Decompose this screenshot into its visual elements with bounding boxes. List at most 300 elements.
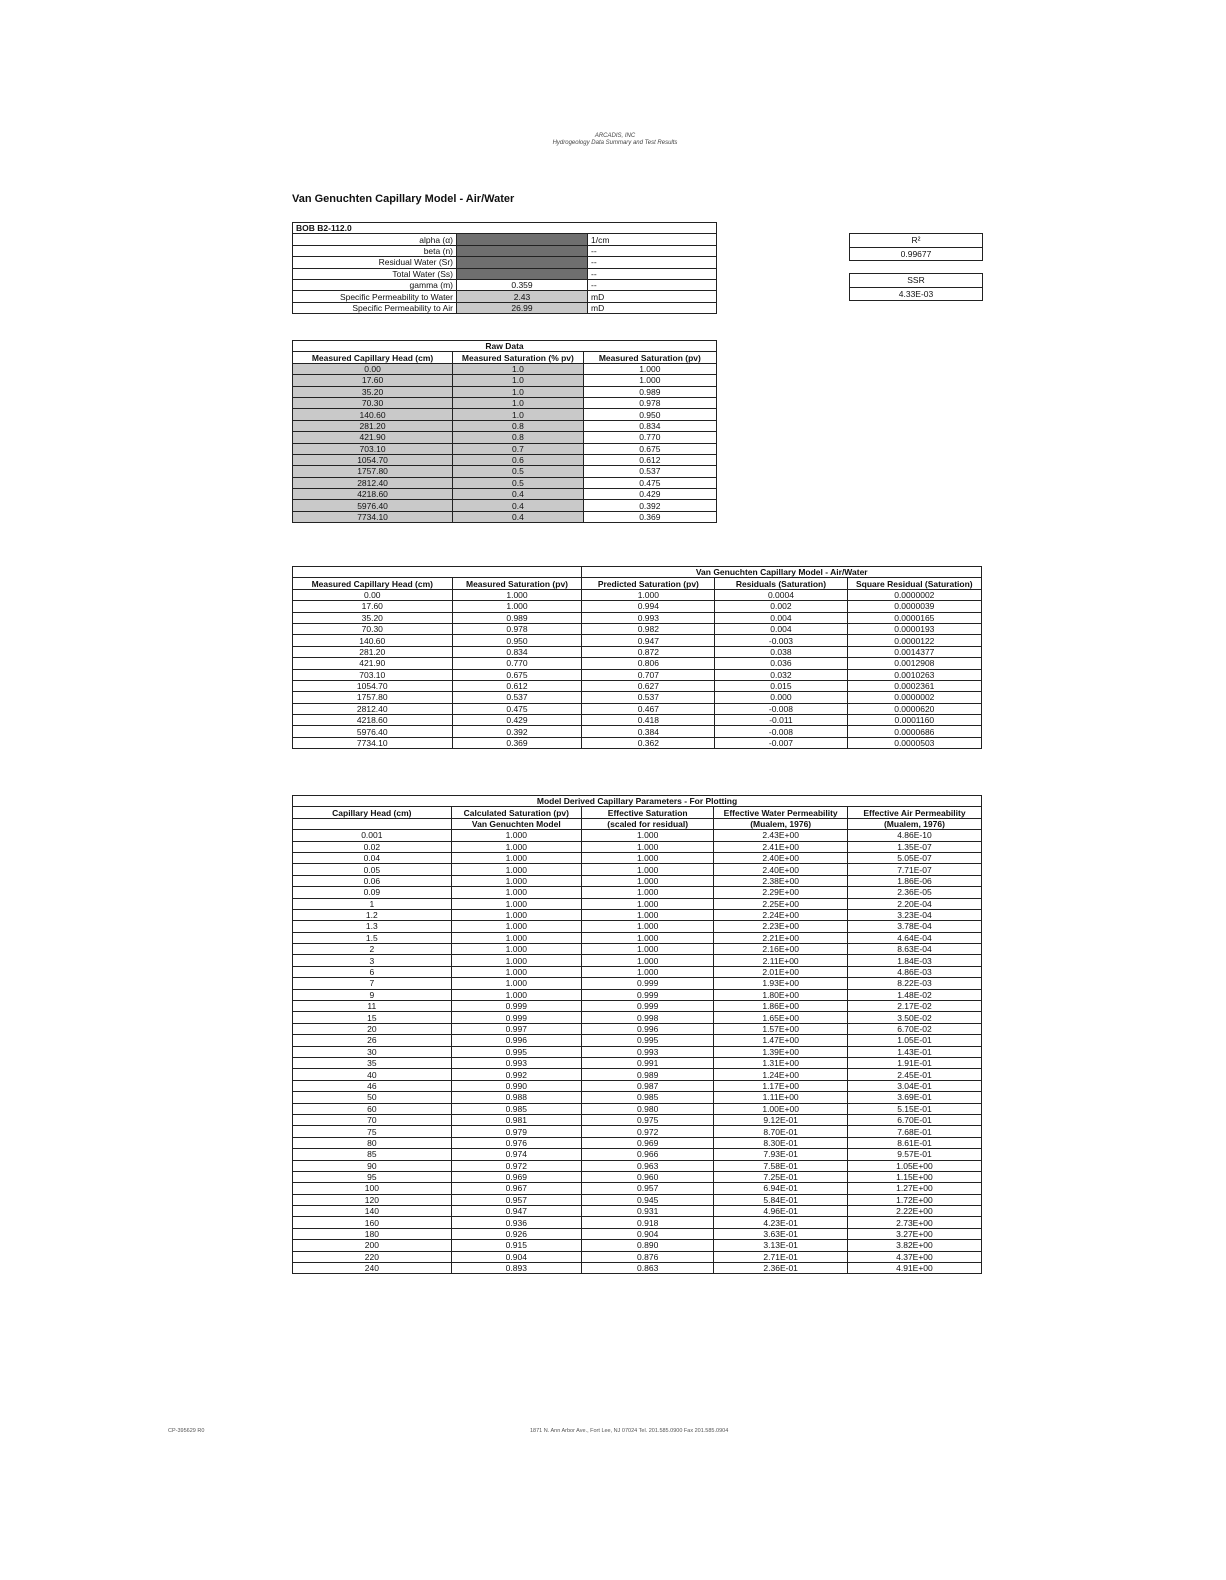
table-cell: 30 <box>293 1046 452 1057</box>
parameter-unit: 1/cm <box>588 234 717 245</box>
table-cell: 0.0002361 <box>847 680 981 691</box>
table-cell: 0.00 <box>293 589 453 600</box>
parameter-unit: mD <box>588 291 717 302</box>
table-cell: 85 <box>293 1149 452 1160</box>
table-cell: 1.000 <box>582 589 715 600</box>
table-cell: 0.981 <box>451 1114 581 1125</box>
table-cell: 0.876 <box>581 1251 713 1262</box>
table-cell: 26 <box>293 1035 452 1046</box>
derived-data-row <box>293 944 982 955</box>
table-cell: 120 <box>293 1194 452 1205</box>
table-cell: 1.84E-03 <box>847 955 981 966</box>
derived-data-row <box>293 830 982 841</box>
table-cell: 0.989 <box>581 1069 713 1080</box>
table-cell: 4.37E+00 <box>847 1251 981 1262</box>
table-cell: 1.2 <box>293 909 452 920</box>
table-cell: 2 <box>293 944 452 955</box>
table-cell: 5.15E-01 <box>847 1103 981 1114</box>
column-header: Effective Water Permeability <box>714 807 847 818</box>
derived-data-row <box>293 932 982 943</box>
table-cell: 0.0012908 <box>847 658 981 669</box>
raw-data-row <box>293 363 717 374</box>
derived-data-row <box>293 1046 982 1057</box>
parameter-row <box>293 302 717 313</box>
table-cell: 2.43E+00 <box>714 830 847 841</box>
table-cell: 0.627 <box>582 680 715 691</box>
model-data-row <box>293 680 982 691</box>
table-cell: 8.22E-03 <box>847 978 981 989</box>
table-cell: 0.987 <box>581 1080 713 1091</box>
raw-data-row <box>293 477 717 488</box>
derived-title-row <box>293 796 982 807</box>
raw-data-row <box>293 500 717 511</box>
derived-data-row <box>293 1114 982 1125</box>
table-cell: 0.989 <box>583 386 716 397</box>
table-cell: 1.0 <box>453 397 584 408</box>
table-cell: 7734.10 <box>293 511 453 522</box>
table-cell: 2.21E+00 <box>714 932 847 943</box>
table-cell: 0.985 <box>581 1092 713 1103</box>
table-cell: 6 <box>293 966 452 977</box>
table-cell: 3.63E-01 <box>714 1228 847 1239</box>
table-cell: 703.10 <box>293 443 453 454</box>
table-cell: 1.000 <box>451 852 581 863</box>
table-cell: 1.000 <box>451 921 581 932</box>
derived-data-row <box>293 1092 982 1103</box>
table-cell: 1.43E-01 <box>847 1046 981 1057</box>
table-cell: 0.999 <box>581 989 713 1000</box>
table-cell: 0.002 <box>715 601 847 612</box>
table-cell: 1054.70 <box>293 680 453 691</box>
r-squared-value: 0.99677 <box>900 249 932 259</box>
model-data-row <box>293 612 982 623</box>
table-cell: 1.000 <box>581 830 713 841</box>
derived-data-row <box>293 1171 982 1182</box>
table-cell: 2.22E+00 <box>847 1206 981 1217</box>
derived-title: Model Derived Capillary Parameters - For Plotting <box>293 796 982 807</box>
model-data-row <box>293 635 982 646</box>
table-cell: 0.993 <box>451 1057 581 1068</box>
table-cell: 3.69E-01 <box>847 1092 981 1103</box>
table-cell: 1.17E+00 <box>714 1080 847 1091</box>
company-subtitle: Hydrogeology Data Summary and Test Results <box>552 140 678 146</box>
table-cell: 0.969 <box>581 1137 713 1148</box>
table-cell: 2.45E-01 <box>847 1069 981 1080</box>
derived-data-row <box>293 1080 982 1091</box>
table-cell: 2.11E+00 <box>714 955 847 966</box>
column-header: Calculated Saturation (pv) <box>451 807 581 818</box>
table-cell: 70 <box>293 1114 452 1125</box>
table-cell: 0.999 <box>581 978 713 989</box>
table-cell: 4.86E-03 <box>847 966 981 977</box>
table-cell: -0.003 <box>715 635 847 646</box>
table-cell: 4.91E+00 <box>847 1263 981 1274</box>
model-data-row <box>293 658 982 669</box>
model-data-row <box>293 646 982 657</box>
table-cell: 6.70E-02 <box>847 1023 981 1034</box>
table-cell: 0.02 <box>293 841 452 852</box>
r-squared-box <box>849 233 983 261</box>
table-cell: 0.467 <box>582 703 715 714</box>
table-cell: 0.936 <box>451 1217 581 1228</box>
derived-data-row <box>293 1217 982 1228</box>
raw-data-row <box>293 409 717 420</box>
table-cell: 1.91E-01 <box>847 1057 981 1068</box>
table-cell: 140 <box>293 1206 452 1217</box>
derived-data-row <box>293 898 982 909</box>
table-cell: 1.000 <box>451 989 581 1000</box>
table-cell: 7.93E-01 <box>714 1149 847 1160</box>
table-cell: 1.000 <box>581 909 713 920</box>
derived-data-row <box>293 1206 982 1217</box>
table-cell: 2.23E+00 <box>714 921 847 932</box>
column-header: Measured Saturation (pv) <box>583 352 716 363</box>
table-cell: 1.000 <box>451 841 581 852</box>
table-cell: 0.384 <box>582 726 715 737</box>
derived-data-row <box>293 1001 982 1012</box>
table-cell: 0.806 <box>582 658 715 669</box>
raw-data-table <box>292 340 717 523</box>
table-cell: 35.20 <box>293 612 453 623</box>
derived-data-row <box>293 852 982 863</box>
parameter-row <box>293 245 717 256</box>
table-cell: 1.15E+00 <box>847 1171 981 1182</box>
table-cell: 0.6 <box>453 454 584 465</box>
parameter-label: Specific Permeability to Air <box>293 302 457 313</box>
table-cell: 6.94E-01 <box>714 1183 847 1194</box>
table-cell: 8.63E-04 <box>847 944 981 955</box>
table-cell: 3.13E-01 <box>714 1240 847 1251</box>
parameter-unit: -- <box>588 245 717 256</box>
table-cell: 0.0000039 <box>847 601 981 612</box>
derived-parameters-table <box>292 795 982 1274</box>
table-cell: 1.000 <box>452 589 582 600</box>
table-cell: 0.979 <box>451 1126 581 1137</box>
table-cell: 1.000 <box>581 864 713 875</box>
table-cell: 0.978 <box>583 397 716 408</box>
table-cell: 0.5 <box>453 466 584 477</box>
r-squared-label: R² <box>850 234 982 248</box>
table-cell: 1.31E+00 <box>714 1057 847 1068</box>
table-cell: 40 <box>293 1069 452 1080</box>
raw-data-row <box>293 466 717 477</box>
table-cell: 9.57E-01 <box>847 1149 981 1160</box>
table-cell: 0.0010263 <box>847 669 981 680</box>
table-cell: 70.30 <box>293 623 453 634</box>
column-subheader: Van Genuchten Model <box>451 818 581 829</box>
table-cell: 0.978 <box>452 623 582 634</box>
table-cell: 1.000 <box>581 875 713 886</box>
table-cell: 0.04 <box>293 852 452 863</box>
table-cell: 0.915 <box>451 1240 581 1251</box>
table-cell: 3 <box>293 955 452 966</box>
derived-data-row <box>293 1183 982 1194</box>
parameter-row <box>293 234 717 245</box>
table-cell: 0.863 <box>581 1263 713 1274</box>
raw-data-row <box>293 443 717 454</box>
parameter-value <box>457 234 588 245</box>
model-data-row <box>293 715 982 726</box>
raw-data-row <box>293 420 717 431</box>
table-cell: 9.12E-01 <box>714 1114 847 1125</box>
parameter-value: 0.359 <box>457 279 588 290</box>
column-subheader: (Mualem, 1976) <box>714 818 847 829</box>
table-cell: 1.000 <box>581 966 713 977</box>
raw-header-row <box>293 352 717 363</box>
derived-data-row <box>293 1251 982 1262</box>
table-cell: 75 <box>293 1126 452 1137</box>
table-cell: 2.16E+00 <box>714 944 847 955</box>
sample-id-row <box>293 223 717 234</box>
parameters-table <box>292 222 717 314</box>
table-cell: 8.61E-01 <box>847 1137 981 1148</box>
table-cell: 35 <box>293 1057 452 1068</box>
derived-data-row <box>293 1194 982 1205</box>
table-cell: 0.475 <box>452 703 582 714</box>
table-cell: 17.60 <box>293 601 453 612</box>
table-cell: 0.980 <box>581 1103 713 1114</box>
table-cell: 3.04E-01 <box>847 1080 981 1091</box>
table-cell: 1.000 <box>451 898 581 909</box>
table-cell: 3.27E+00 <box>847 1228 981 1239</box>
table-cell: 0.991 <box>581 1057 713 1068</box>
table-cell: 1.3 <box>293 921 452 932</box>
table-cell: 0.976 <box>451 1137 581 1148</box>
table-cell: 1.80E+00 <box>714 989 847 1000</box>
table-cell: 0.998 <box>581 1012 713 1023</box>
table-cell: 2.36E-05 <box>847 887 981 898</box>
parameter-unit: -- <box>588 279 717 290</box>
table-cell: 2.01E+00 <box>714 966 847 977</box>
raw-data-title: Raw Data <box>293 341 717 352</box>
table-cell: 0.032 <box>715 669 847 680</box>
table-cell: 0.036 <box>715 658 847 669</box>
table-cell: 0.963 <box>581 1160 713 1171</box>
table-cell: 1.000 <box>451 932 581 943</box>
table-cell: 7.58E-01 <box>714 1160 847 1171</box>
table-cell: -0.008 <box>715 726 847 737</box>
parameter-row <box>293 291 717 302</box>
table-cell: 0.675 <box>452 669 582 680</box>
table-cell: 0.418 <box>582 715 715 726</box>
parameter-unit: -- <box>588 268 717 279</box>
column-header: Measured Saturation (pv) <box>452 578 582 589</box>
table-cell: 60 <box>293 1103 452 1114</box>
model-data-row <box>293 692 982 703</box>
table-cell: 0.369 <box>452 737 582 748</box>
table-cell: 4.86E-10 <box>847 830 981 841</box>
table-cell: -0.007 <box>715 737 847 748</box>
table-cell: 1.0 <box>453 409 584 420</box>
table-cell: 421.90 <box>293 658 453 669</box>
company-header <box>480 133 750 147</box>
table-cell: 0.997 <box>451 1023 581 1034</box>
table-cell: 0.904 <box>451 1251 581 1262</box>
column-header: Measured Capillary Head (cm) <box>293 578 453 589</box>
table-cell: 50 <box>293 1092 452 1103</box>
derived-data-row <box>293 887 982 898</box>
table-cell: 140.60 <box>293 635 453 646</box>
derived-data-row <box>293 1263 982 1274</box>
table-cell: 0.015 <box>715 680 847 691</box>
table-cell: 1.000 <box>581 932 713 943</box>
table-cell: 1.000 <box>451 966 581 977</box>
table-cell: 1.5 <box>293 932 452 943</box>
table-cell: 1.11E+00 <box>714 1092 847 1103</box>
table-cell: 0.5 <box>453 477 584 488</box>
table-cell: 1.000 <box>581 944 713 955</box>
table-cell: 1054.70 <box>293 454 453 465</box>
table-cell: 0.0000686 <box>847 726 981 737</box>
model-title: Van Genuchten Capillary Model - Air/Water <box>582 567 982 578</box>
parameter-value: 26.99 <box>457 302 588 313</box>
parameter-label: Residual Water (Sr) <box>293 257 457 268</box>
table-cell: 0.4 <box>453 500 584 511</box>
table-cell: 0.918 <box>581 1217 713 1228</box>
table-cell: 0.05 <box>293 864 452 875</box>
table-cell: 0.537 <box>582 692 715 703</box>
table-cell: 0.872 <box>582 646 715 657</box>
table-cell: 0.947 <box>582 635 715 646</box>
table-cell: 1.72E+00 <box>847 1194 981 1205</box>
table-cell: 5.84E-01 <box>714 1194 847 1205</box>
column-subheader <box>293 818 452 829</box>
parameter-unit: mD <box>588 302 717 313</box>
table-cell: 7734.10 <box>293 737 453 748</box>
table-cell: -0.008 <box>715 703 847 714</box>
raw-data-row <box>293 489 717 500</box>
derived-data-row <box>293 921 982 932</box>
column-header: Square Residual (Saturation) <box>847 578 981 589</box>
table-cell: 1.39E+00 <box>714 1046 847 1057</box>
raw-data-row <box>293 386 717 397</box>
table-cell: 703.10 <box>293 669 453 680</box>
table-cell: 2.38E+00 <box>714 875 847 886</box>
table-cell: 1.0 <box>453 375 584 386</box>
table-cell: 0.707 <box>582 669 715 680</box>
table-cell: 1.05E-01 <box>847 1035 981 1046</box>
table-cell: 0.945 <box>581 1194 713 1205</box>
table-cell: 140.60 <box>293 409 453 420</box>
table-cell: 0.834 <box>452 646 582 657</box>
table-cell: 0.392 <box>452 726 582 737</box>
table-cell: 1.000 <box>581 887 713 898</box>
derived-data-row <box>293 1240 982 1251</box>
raw-data-row <box>293 511 717 522</box>
table-cell: 0.995 <box>451 1046 581 1057</box>
table-cell: 160 <box>293 1217 452 1228</box>
table-cell: 0.960 <box>581 1171 713 1182</box>
ssr-label: SSR <box>850 274 982 288</box>
table-cell: 0.000 <box>715 692 847 703</box>
table-cell: 0.8 <box>453 432 584 443</box>
table-cell: 1.65E+00 <box>714 1012 847 1023</box>
table-cell: 1.000 <box>581 852 713 863</box>
table-cell: 0.537 <box>452 692 582 703</box>
table-cell: 7.71E-07 <box>847 864 981 875</box>
table-cell: 2.29E+00 <box>714 887 847 898</box>
table-cell: 5976.40 <box>293 500 453 511</box>
table-cell: 8.70E-01 <box>714 1126 847 1137</box>
table-cell: 0.950 <box>583 409 716 420</box>
model-data-row <box>293 601 982 612</box>
table-cell: 200 <box>293 1240 452 1251</box>
raw-data-row <box>293 432 717 443</box>
raw-data-row <box>293 397 717 408</box>
table-cell: 1.000 <box>451 830 581 841</box>
table-cell: 5976.40 <box>293 726 453 737</box>
table-cell: 0.004 <box>715 612 847 623</box>
table-cell: 0.957 <box>451 1194 581 1205</box>
table-cell: 1.000 <box>451 887 581 898</box>
parameter-row <box>293 268 717 279</box>
column-subheader: (scaled for residual) <box>581 818 713 829</box>
table-cell: 0.0000165 <box>847 612 981 623</box>
table-cell: 180 <box>293 1228 452 1239</box>
derived-data-row <box>293 989 982 1000</box>
parameter-label: beta (n) <box>293 245 457 256</box>
table-cell: 0.992 <box>451 1069 581 1080</box>
company-name: ARCADIS, INC <box>594 133 636 139</box>
column-header: Measured Capillary Head (cm) <box>293 352 453 363</box>
table-cell: 1.000 <box>581 955 713 966</box>
table-cell: 90 <box>293 1160 452 1171</box>
model-fit-table <box>292 566 982 749</box>
raw-data-row <box>293 375 717 386</box>
table-cell: 7.25E-01 <box>714 1171 847 1182</box>
table-cell: 0.975 <box>581 1114 713 1125</box>
table-cell: 1.27E+00 <box>847 1183 981 1194</box>
footer-address: 1871 N. Ann Arbor Ave., Fort Lee, NJ 07024 Tel. 201.585.0900 Fax 201.585.0904 <box>530 1428 729 1434</box>
table-cell: 0.950 <box>452 635 582 646</box>
table-cell: 0.09 <box>293 887 452 898</box>
derived-header-row-1 <box>293 807 982 818</box>
table-cell: 4.96E-01 <box>714 1206 847 1217</box>
derived-data-row <box>293 1035 982 1046</box>
table-cell: 0.985 <box>451 1103 581 1114</box>
table-cell: 0.995 <box>581 1035 713 1046</box>
ssr-value: 4.33E-03 <box>898 289 934 299</box>
table-cell: 2.24E+00 <box>714 909 847 920</box>
table-cell: 2.25E+00 <box>714 898 847 909</box>
table-cell: 1.000 <box>581 921 713 932</box>
table-cell: 1.93E+00 <box>714 978 847 989</box>
table-cell: 1.86E+00 <box>714 1001 847 1012</box>
table-cell: 1.86E-06 <box>847 875 981 886</box>
table-cell: 0.931 <box>581 1206 713 1217</box>
table-cell: 0.612 <box>583 454 716 465</box>
parameter-row <box>293 279 717 290</box>
table-cell: 4218.60 <box>293 715 453 726</box>
table-cell: 1.35E-07 <box>847 841 981 852</box>
derived-header-row-2 <box>293 818 982 829</box>
table-cell: 0.0000620 <box>847 703 981 714</box>
table-cell: 281.20 <box>293 420 453 431</box>
table-cell: 0.675 <box>583 443 716 454</box>
table-cell: 0.947 <box>451 1206 581 1217</box>
parameter-row <box>293 257 717 268</box>
table-cell: 240 <box>293 1263 452 1274</box>
derived-data-row <box>293 1103 982 1114</box>
table-cell: 2.36E-01 <box>714 1263 847 1274</box>
table-cell: 1.0 <box>453 363 584 374</box>
raw-data-row <box>293 454 717 465</box>
table-cell: 0.770 <box>452 658 582 669</box>
derived-data-row <box>293 909 982 920</box>
table-cell: 0.429 <box>452 715 582 726</box>
ssr-box <box>849 273 983 301</box>
table-cell: 2.40E+00 <box>714 852 847 863</box>
